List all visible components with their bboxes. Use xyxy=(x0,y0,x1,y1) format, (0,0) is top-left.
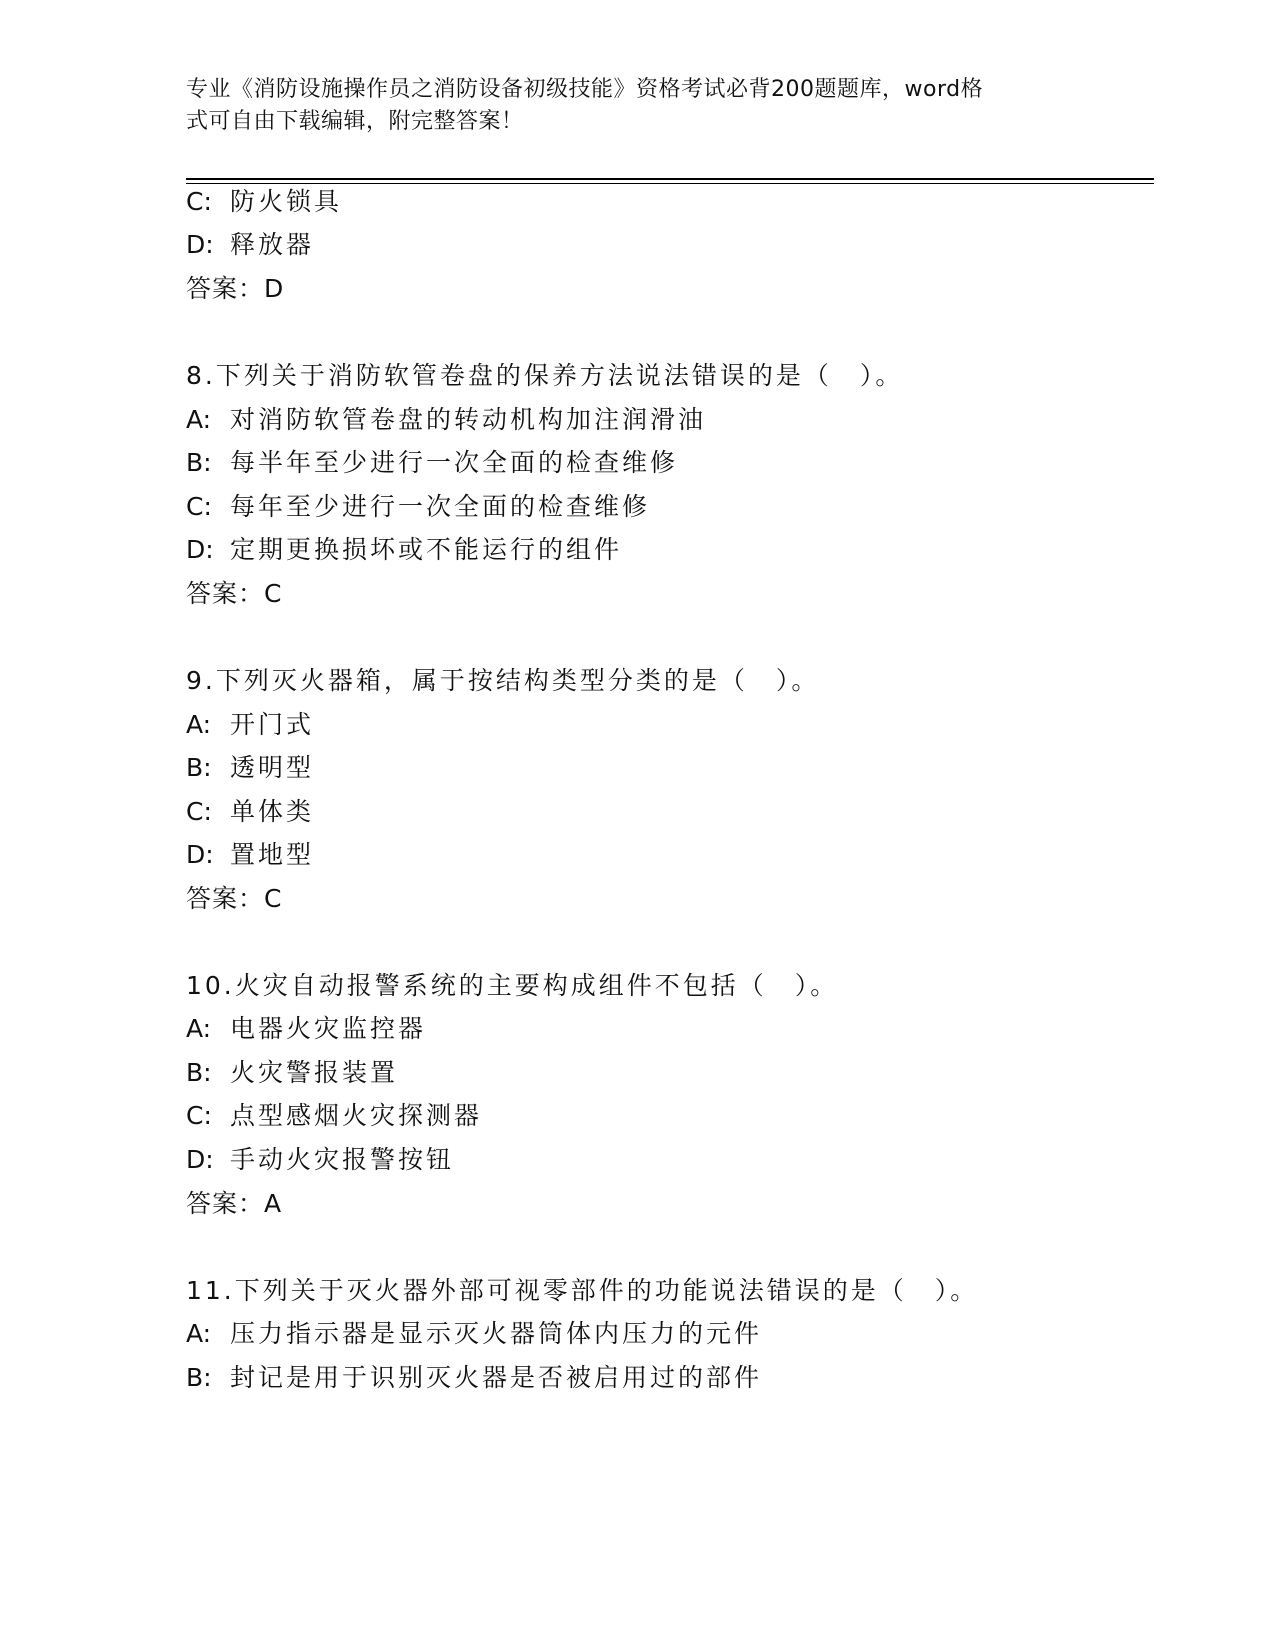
q9-answer: 答案：C xyxy=(186,884,283,913)
header-divider-thick xyxy=(186,178,1154,180)
q8-option-d xyxy=(186,535,622,565)
option-text: 单体类 xyxy=(230,797,315,826)
q10-stem: 10.火灾自动报警系统的主要构成组件不包括（ ）。 xyxy=(186,971,839,1000)
option-letter: B: xyxy=(186,1058,212,1087)
option-letter: C: xyxy=(186,492,212,521)
q10-option-b xyxy=(186,1058,398,1088)
option-letter: D: xyxy=(186,840,214,869)
q10-answer: 答案：A xyxy=(186,1189,283,1218)
q9-option-b xyxy=(186,753,314,783)
option-text: 封记是用于识别灭火器是否被启用过的部件 xyxy=(230,1363,763,1392)
option-letter: A: xyxy=(186,710,212,739)
option-letter: B: xyxy=(186,448,212,477)
q8-option-a xyxy=(186,405,706,435)
option-text: 开门式 xyxy=(230,710,315,739)
header-line-2: 式可自由下载编辑，附完整答案！ xyxy=(186,109,524,134)
header-divider-thin xyxy=(186,183,1154,184)
q8-stem: 8.下列关于消防软管卷盘的保养方法说法错误的是（ ）。 xyxy=(186,361,904,390)
option-text: 压力指示器是显示灭火器筒体内压力的元件 xyxy=(230,1319,763,1348)
option-letter: D: xyxy=(186,230,214,259)
q9-option-a xyxy=(186,710,314,740)
q10-option-c xyxy=(186,1101,482,1131)
q7-option-d xyxy=(186,230,314,260)
option-letter: C: xyxy=(186,187,212,216)
option-text: 电器火灾监控器 xyxy=(230,1014,427,1043)
option-text: 手动火灾报警按钮 xyxy=(230,1145,455,1174)
option-letter: B: xyxy=(186,753,212,782)
option-letter: C: xyxy=(186,797,212,826)
option-letter: D: xyxy=(186,535,214,564)
q11-option-a xyxy=(186,1319,762,1349)
option-letter: A: xyxy=(186,1319,212,1348)
option-text: 置地型 xyxy=(230,840,315,869)
option-text: 透明型 xyxy=(230,753,315,782)
q9-option-c xyxy=(186,797,314,827)
option-text: 每年至少进行一次全面的检查维修 xyxy=(230,492,651,521)
option-letter: A: xyxy=(186,1014,212,1043)
document-header xyxy=(186,74,1066,138)
q8-option-c xyxy=(186,492,650,522)
option-text: 点型感烟火灾探测器 xyxy=(230,1101,483,1130)
option-text: 释放器 xyxy=(230,230,315,259)
option-letter: D: xyxy=(186,1145,214,1174)
q8-answer: 答案：C xyxy=(186,579,283,608)
q7-answer: 答案：D xyxy=(186,274,285,303)
q9-stem: 9.下列灭火器箱，属于按结构类型分类的是（ ）。 xyxy=(186,666,820,695)
option-text: 每半年至少进行一次全面的检查维修 xyxy=(230,448,679,477)
q11-option-b xyxy=(186,1363,762,1393)
q7-option-c xyxy=(186,187,342,217)
q10-option-d xyxy=(186,1145,454,1175)
q10-option-a xyxy=(186,1014,426,1044)
q8-option-b xyxy=(186,448,678,478)
q11-stem: 11.下列关于灭火器外部可视零部件的功能说法错误的是（ ）。 xyxy=(186,1276,979,1305)
q9-option-d xyxy=(186,840,314,870)
header-line-1: 专业《消防设施操作员之消防设备初级技能》资格考试必背200题题库，word格 xyxy=(186,77,984,102)
option-text: 定期更换损坏或不能运行的组件 xyxy=(230,535,623,564)
option-text: 防火锁具 xyxy=(230,187,343,216)
option-letter: C: xyxy=(186,1101,212,1130)
option-letter: A: xyxy=(186,405,212,434)
option-letter: B: xyxy=(186,1363,212,1392)
option-text: 火灾警报装置 xyxy=(230,1058,399,1087)
option-text: 对消防软管卷盘的转动机构加注润滑油 xyxy=(230,405,707,434)
